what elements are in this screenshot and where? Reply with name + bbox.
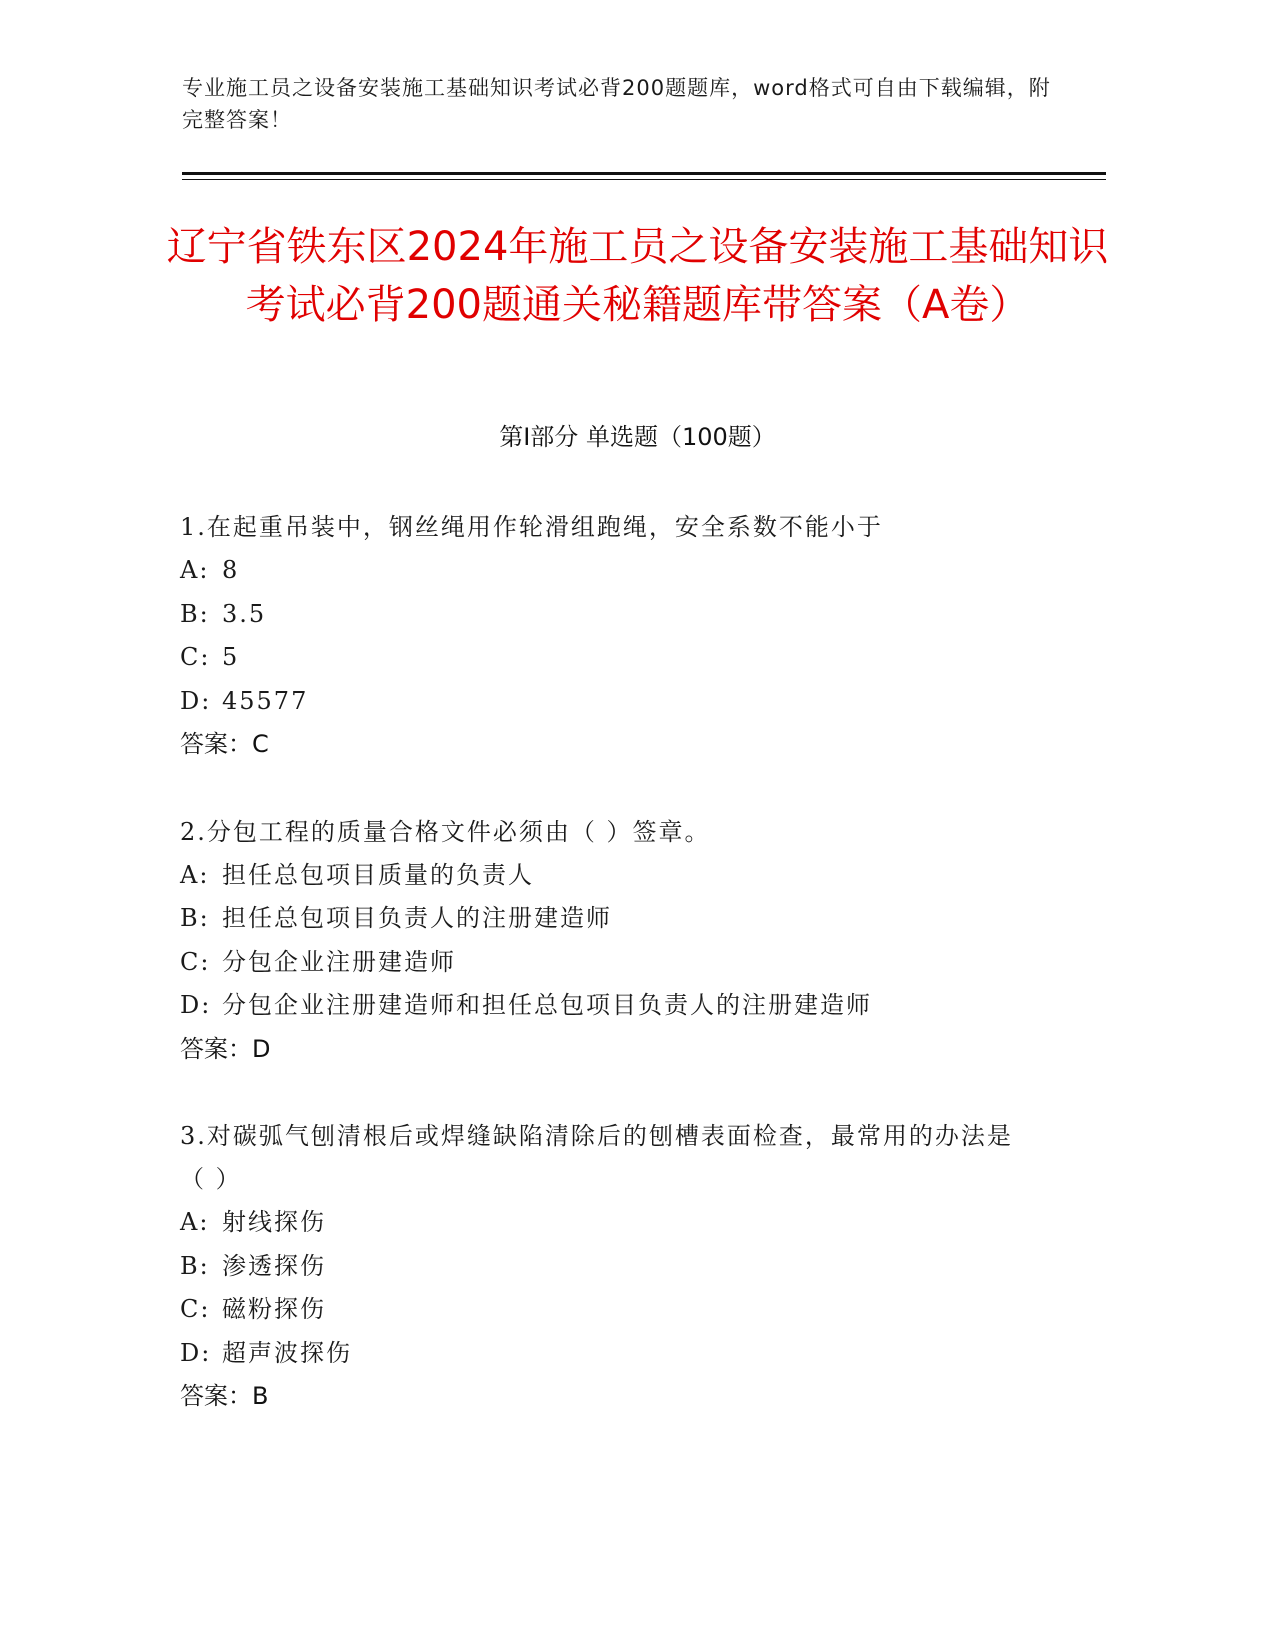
- option-a: [180, 1201, 1030, 1245]
- option-d: [180, 984, 1030, 1028]
- option-text: 射线探伤: [222, 1208, 326, 1236]
- option-text: 8: [222, 556, 240, 584]
- option-key: D:: [180, 686, 212, 715]
- option-key: D:: [180, 991, 212, 1019]
- question-stem: 3.对碳弧气刨清根后或焊缝缺陷清除后的刨槽表面检查，最常用的办法是（ ）: [180, 1122, 1013, 1193]
- question-stem: 2.分包工程的质量合格文件必须由（ ）签章。: [180, 817, 711, 846]
- option-text: 5: [222, 643, 240, 671]
- option-text: 磁粉探伤: [222, 1295, 326, 1323]
- option-c: [180, 636, 1030, 680]
- option-d: [180, 680, 1030, 724]
- section-title: 第I部分 单选题（100题）: [499, 423, 776, 451]
- option-text: 超声波探伤: [222, 1338, 352, 1367]
- option-text: 担任总包项目负责人的注册建造师: [222, 904, 612, 932]
- answer: 答案：C: [180, 730, 269, 758]
- option-c: [180, 1288, 1030, 1332]
- document-title: 辽宁省铁东区2024年施工员之设备安装施工基础知识考试必背200题通关秘籍题库带答案（A卷）: [166, 224, 1109, 328]
- option-key: D:: [180, 1338, 212, 1367]
- question-3: [180, 1115, 1030, 1419]
- question-2: [180, 811, 1030, 1072]
- option-key: B:: [180, 1251, 210, 1280]
- option-d: [180, 1332, 1030, 1376]
- option-text: 3.5: [222, 599, 267, 628]
- option-a: [180, 854, 1030, 898]
- question-stem: 1.在起重吊装中，钢丝绳用作轮滑组跑绳，安全系数不能小于: [180, 513, 883, 541]
- option-key: C:: [180, 947, 211, 976]
- option-text: 渗透探伤: [222, 1251, 326, 1280]
- option-a: [180, 549, 1030, 593]
- option-text: 分包企业注册建造师和担任总包项目负责人的注册建造师: [222, 991, 872, 1019]
- option-b: [180, 593, 1030, 637]
- question-list: [180, 506, 1030, 1463]
- question-1: [180, 506, 1030, 767]
- answer: 答案：D: [180, 1034, 271, 1063]
- option-key: A:: [180, 556, 210, 584]
- answer: 答案：B: [180, 1382, 269, 1410]
- option-key: C:: [180, 643, 211, 671]
- option-text: 担任总包项目质量的负责人: [222, 860, 534, 889]
- option-text: 45577: [222, 686, 309, 715]
- option-c: [180, 941, 1030, 985]
- option-key: B:: [180, 599, 210, 628]
- option-b: [180, 1245, 1030, 1289]
- option-key: A:: [180, 1208, 210, 1236]
- header-rule-thin: [182, 179, 1106, 180]
- header-rule-thick: [182, 172, 1106, 175]
- option-key: C:: [180, 1295, 211, 1323]
- option-key: B:: [180, 904, 210, 932]
- option-b: [180, 897, 1030, 941]
- option-text: 分包企业注册建造师: [222, 947, 456, 976]
- header-note: 专业施工员之设备安装施工基础知识考试必背200题题库，word格式可自由下载编辑，附完整答案！: [182, 76, 1051, 132]
- option-key: A:: [180, 860, 210, 889]
